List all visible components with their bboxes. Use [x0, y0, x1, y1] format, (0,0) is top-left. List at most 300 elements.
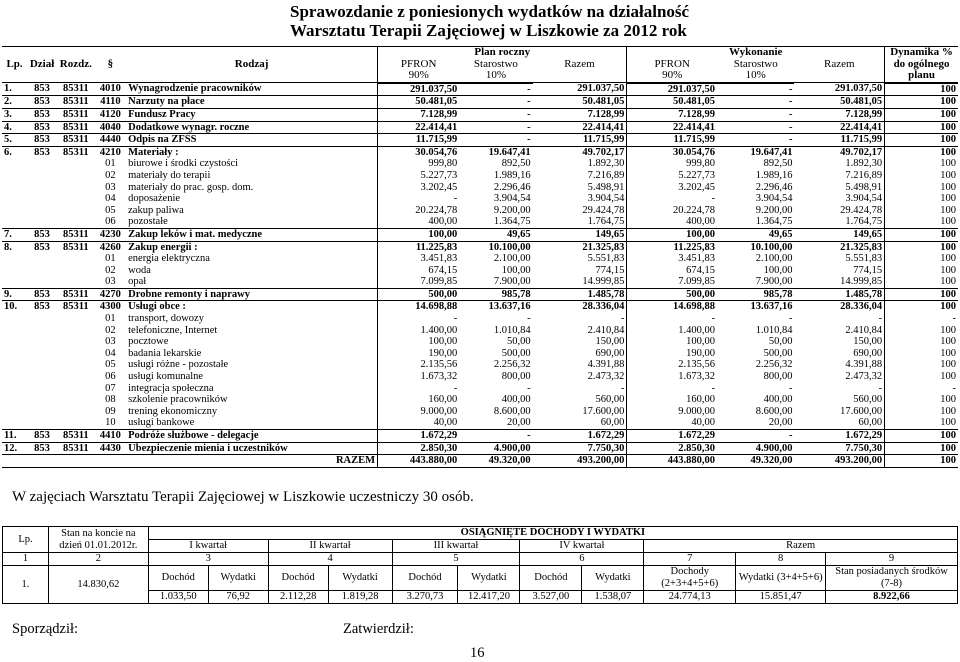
sum-sub-dochod-1: Dochód: [148, 566, 208, 591]
table-subrow: [2, 205, 958, 217]
sum-sub-wydatki-3: Wydatki: [458, 566, 520, 591]
sub-value: 190,00: [627, 348, 717, 360]
sub-value: 690,00: [595, 347, 625, 359]
row-value: 100: [885, 301, 958, 313]
row-name: Odpis na ZFŚS: [126, 134, 377, 147]
sub-value: 4.391,88: [587, 359, 625, 371]
sub-spacer: [2, 325, 95, 337]
sub-number: 09: [105, 405, 116, 417]
sub-name: transport, dowozy: [128, 313, 204, 325]
sub-value: 674,15: [627, 265, 717, 277]
row-value: 19.647,41: [717, 146, 795, 158]
expenses-body: [2, 83, 958, 468]
row-value: 7.128,99: [794, 108, 884, 121]
row-value: 14.698,88: [627, 301, 717, 313]
sum-sub-dochod-2: Dochód: [268, 566, 328, 591]
row-rozdzial: 85311: [57, 301, 95, 313]
sum-sub-dochod-3: Dochód: [392, 566, 458, 591]
sub-spacer: [2, 193, 95, 205]
sum-hdr-q4: IV kwartał: [520, 540, 644, 553]
row-value: 1.672,29: [627, 430, 717, 443]
hdr-plan-pfron-pct: 90%: [378, 70, 460, 83]
sub-value: 60,00: [858, 417, 883, 429]
sum-num-9: 9: [826, 553, 958, 566]
sub-value: 3.451,83: [627, 253, 717, 265]
sub-name: trening ekonomiczny: [128, 405, 218, 417]
sub-value: 14.999,85: [582, 276, 625, 288]
sub-value: 2.296,46: [755, 181, 793, 193]
row-value: 100: [885, 96, 958, 109]
row-value: -: [459, 430, 532, 443]
sum-hdr-lp: Lp.: [3, 527, 49, 553]
row-rozdzial: 85311: [57, 241, 95, 253]
sum-val: 12.417,20: [458, 591, 520, 604]
sum-val: 3.527,00: [520, 591, 582, 604]
row-value: -: [717, 83, 795, 96]
row-lp: 7.: [2, 228, 27, 241]
sub-value: 800,00: [501, 371, 531, 383]
row-value: 7.128,99: [378, 108, 460, 121]
row-name: Zakup leków i mat. medyczne: [126, 228, 377, 241]
sub-value: 4.391,88: [845, 359, 883, 371]
sub-value: 674,15: [378, 265, 460, 277]
row-name: Materiały :: [126, 146, 377, 158]
sub-spacer: [2, 265, 95, 277]
sub-value: 150,00: [595, 336, 625, 348]
sub-value: 1.400,00: [627, 325, 717, 337]
row-value: 28.336,04: [794, 301, 884, 313]
sub-value: 560,00: [595, 394, 625, 406]
sub-number: 05: [105, 204, 116, 216]
sub-value: -: [378, 383, 460, 395]
hdr-lp: Lp.: [2, 47, 27, 83]
sub-number: 04: [105, 347, 116, 359]
sub-name: doposażenie: [128, 193, 181, 205]
sum-val: 15.851,47: [736, 591, 826, 604]
sub-value: 7.900,00: [493, 276, 531, 288]
sub-value: 2.256,32: [755, 359, 793, 371]
row-value: 13.637,16: [459, 301, 532, 313]
sub-value: 1.364,75: [493, 216, 531, 228]
sum-row-lp: 1.: [3, 566, 49, 604]
sub-value: 1.010,84: [755, 324, 793, 336]
sub-spacer: [2, 417, 95, 429]
sum-sub-wydatki-4: Wydatki: [582, 566, 644, 591]
table-row: [2, 241, 958, 253]
row-rozdzial: 85311: [57, 83, 95, 96]
sub-name: szkolenie pracowników: [128, 394, 228, 406]
sum-hdr-razem: Razem: [644, 540, 958, 553]
row-value: 2.850,30: [627, 442, 717, 455]
sub-value: -: [788, 313, 793, 325]
table-subrow: [2, 406, 958, 418]
sum-num-8: 8: [736, 553, 826, 566]
row-value: -: [459, 134, 532, 147]
row-value: -: [459, 108, 532, 121]
row-value: 14.698,88: [378, 301, 460, 313]
sub-value: -: [620, 313, 625, 325]
sub-name: telefoniczne, Internet: [128, 324, 218, 336]
row-paragraph: 4440: [95, 134, 126, 147]
sub-value: 100: [885, 325, 958, 337]
sub-value: 2.100,00: [755, 253, 793, 265]
sub-value: 1.989,16: [493, 169, 531, 181]
sub-value: 774,15: [595, 264, 625, 276]
sum-sub-stan-posiadanych: Stan posiadanych środków (7-8): [826, 566, 958, 591]
table-subrow: [2, 348, 958, 360]
row-paragraph: 4270: [95, 288, 126, 301]
sub-value: -: [627, 383, 717, 395]
row-value: 985,78: [717, 288, 795, 301]
sub-number: 01: [105, 313, 116, 325]
hdr-wyk-pfron-pct: 90%: [627, 70, 717, 83]
table-subrow: [2, 383, 958, 395]
row-value: 100: [885, 228, 958, 241]
sum-sub-dochod-4: Dochód: [520, 566, 582, 591]
hdr-wyk-starostwo: Starostwo: [733, 57, 778, 70]
table-row: [2, 83, 958, 96]
sub-value: 100: [885, 216, 958, 228]
row-value: 49.702,17: [533, 146, 627, 158]
sub-value: 100: [885, 371, 958, 383]
row-value: -: [717, 134, 795, 147]
sub-value: 160,00: [378, 394, 460, 406]
row-value: 1.672,29: [533, 430, 627, 443]
row-value: 291.037,50: [627, 83, 717, 96]
sub-spacer: [2, 253, 95, 265]
sum-sub-wydatki-2: Wydatki: [328, 566, 392, 591]
row-value: 50.481,05: [378, 96, 460, 109]
hdr-wyk-starostwo-pct: 10%: [717, 70, 795, 83]
sum-sub-wydatki-razem: Wydatki (3+4+5+6): [736, 566, 826, 591]
row-value: 49,65: [717, 228, 795, 241]
sub-value: 2.135,56: [378, 359, 460, 371]
row-value: 50.481,05: [794, 96, 884, 109]
table-subrow: [2, 216, 958, 228]
sub-value: 3.904,54: [493, 193, 531, 205]
row-paragraph: 4120: [95, 108, 126, 121]
table-row: [2, 228, 958, 241]
row-paragraph: 4260: [95, 241, 126, 253]
row-value: 11.715,99: [794, 134, 884, 147]
sub-value: 1.673,32: [378, 371, 460, 383]
sub-value: 2.473,32: [587, 371, 625, 383]
sum-hdr-q1: I kwartał: [148, 540, 268, 553]
sub-value: 9.200,00: [493, 204, 531, 216]
table-subrow: [2, 371, 958, 383]
row-value: 149,65: [533, 228, 627, 241]
sub-spacer: [2, 383, 95, 395]
sub-value: 100: [885, 359, 958, 371]
sub-value: 160,00: [627, 394, 717, 406]
sub-value: 100: [885, 193, 958, 205]
row-value: -: [459, 121, 532, 134]
row-name: Fundusz Pracy: [126, 108, 377, 121]
row-paragraph: 4430: [95, 442, 126, 455]
hdr-rozdz: Rozdz.: [57, 47, 95, 83]
expenses-table: [2, 46, 958, 468]
sub-value: 40,00: [627, 417, 717, 429]
sub-value: 3.451,83: [378, 253, 460, 265]
row-value: 11.715,99: [627, 134, 717, 147]
row-lp: 4.: [2, 121, 27, 134]
row-value: 291.037,50: [794, 83, 884, 96]
sub-value: -: [627, 313, 717, 325]
row-value: 1.485,78: [533, 288, 627, 301]
sum-num-6: 6: [520, 553, 644, 566]
sub-value: 190,00: [378, 348, 460, 360]
sub-value: 774,15: [853, 264, 883, 276]
row-value: 49,65: [459, 228, 532, 241]
sum-val: 1.819,28: [328, 591, 392, 604]
sum-val: 1.033,50: [148, 591, 208, 604]
hdr-plan-starostwo: Starostwo: [473, 57, 518, 70]
table-subrow: [2, 325, 958, 337]
row-value: 19.647,41: [459, 146, 532, 158]
sum-val: 1.538,07: [582, 591, 644, 604]
row-paragraph: 4300: [95, 301, 126, 313]
sub-value: 2.135,56: [627, 359, 717, 371]
row-value: -: [717, 108, 795, 121]
sub-name: usługi komunalne: [128, 371, 204, 383]
sub-value: 100: [885, 253, 958, 265]
sub-value: 2.256,32: [493, 359, 531, 371]
row-dzial: 853: [27, 228, 57, 241]
row-paragraph: 4230: [95, 228, 126, 241]
sub-value: 20.224,78: [627, 205, 717, 217]
row-lp: 12.: [2, 442, 27, 455]
sum-hdr-stan: Stan na koncie na dzień 01.01.2012r.: [48, 527, 148, 553]
sub-number: 03: [105, 276, 116, 288]
row-value: 10.100,00: [717, 241, 795, 253]
sub-value: 100: [885, 394, 958, 406]
sub-value: 1.989,16: [755, 169, 793, 181]
sub-value: 800,00: [763, 371, 793, 383]
sub-number: 06: [105, 371, 116, 383]
sub-value: 29.424,78: [840, 204, 883, 216]
row-value: 22.414,41: [794, 121, 884, 134]
row-lp: 8.: [2, 241, 27, 253]
row-name: Narzuty na płace: [126, 96, 377, 109]
table-row: [2, 301, 958, 313]
row-paragraph: 4040: [95, 121, 126, 134]
sub-value: 5.551,83: [845, 253, 883, 265]
sub-value: 5.227,73: [378, 170, 460, 182]
row-lp: 1.: [2, 83, 27, 96]
sub-value: 7.099,85: [627, 276, 717, 288]
sub-number: 02: [105, 169, 116, 181]
sub-value: 50,00: [506, 336, 531, 348]
total-spacer: [2, 455, 126, 468]
sub-value: 100,00: [501, 264, 531, 276]
sub-value: 100: [885, 205, 958, 217]
row-value: 11.225,83: [378, 241, 460, 253]
row-value: 50.481,05: [627, 96, 717, 109]
row-lp: 5.: [2, 134, 27, 147]
row-dzial: 853: [27, 83, 57, 96]
row-value: -: [717, 121, 795, 134]
sub-value: 8.600,00: [493, 405, 531, 417]
sub-value: 100: [885, 406, 958, 418]
row-value: 7.750,30: [794, 442, 884, 455]
sub-value: -: [378, 193, 460, 205]
sub-value: 14.999,85: [840, 276, 883, 288]
sub-number: 04: [105, 193, 116, 205]
row-name: Drobne remonty i naprawy: [126, 288, 377, 301]
row-paragraph: 4010: [95, 83, 126, 96]
row-value: 22.414,41: [627, 121, 717, 134]
sum-num-7: 7: [644, 553, 736, 566]
total-value: 49.320,00: [717, 455, 795, 468]
sub-value: 892,50: [763, 158, 793, 170]
row-value: 11.715,99: [533, 134, 627, 147]
prepared-by-label: Sporządził:: [12, 621, 79, 637]
sum-num-5: 5: [392, 553, 520, 566]
row-value: 28.336,04: [533, 301, 627, 313]
title-line-2: Warsztatu Terapii Zajęciowej w Liszkowie za 2012 rok: [290, 21, 687, 40]
row-value: 49.702,17: [794, 146, 884, 158]
table-subrow: [2, 359, 958, 371]
row-dzial: 853: [27, 134, 57, 147]
sub-value: 9.000,00: [378, 406, 460, 418]
table-subrow: [2, 313, 958, 325]
sub-value: 7.216,89: [587, 169, 625, 181]
row-value: 100: [885, 146, 958, 158]
sub-value: 400,00: [763, 394, 793, 406]
row-value: 100: [885, 442, 958, 455]
sub-value: -: [378, 313, 460, 325]
hdr-dzial: Dział: [27, 47, 57, 83]
sub-name: integracja społeczna: [128, 382, 214, 394]
row-rozdzial: 85311: [57, 430, 95, 443]
sub-value: 50,00: [768, 336, 793, 348]
sum-val: 8.922,66: [826, 591, 958, 604]
hdr-plan: Plan roczny: [378, 47, 627, 59]
sub-name: usługi różne - pozostałe: [128, 359, 229, 371]
sub-spacer: [2, 205, 95, 217]
sum-val: 76,92: [208, 591, 268, 604]
table-subrow: [2, 265, 958, 277]
row-lp: 6.: [2, 146, 27, 158]
row-value: 291.037,50: [533, 83, 627, 96]
sub-value: 999,80: [627, 158, 717, 170]
row-value: 500,00: [378, 288, 460, 301]
sub-name: woda: [128, 264, 151, 276]
sub-value: 1.892,30: [845, 158, 883, 170]
table-subrow: [2, 276, 958, 288]
row-value: 11.225,83: [627, 241, 717, 253]
row-value: 2.850,30: [378, 442, 460, 455]
sum-num-1: 1: [3, 553, 49, 566]
total-value: 493.200,00: [794, 455, 884, 468]
row-rozdzial: 85311: [57, 121, 95, 134]
participants-note: W zajęciach Warsztatu Terapii Zajęciowej w Liszkowie uczestniczy 30 osób.: [12, 489, 474, 505]
row-paragraph: 4210: [95, 146, 126, 158]
sub-value: 5.227,73: [627, 170, 717, 182]
sub-value: 2.410,84: [587, 324, 625, 336]
hdr-do-ogolnego: do ogólnego: [885, 59, 958, 71]
sub-value: 1.673,32: [627, 371, 717, 383]
document-title: [290, 2, 689, 40]
sub-value: -: [878, 382, 883, 394]
sub-spacer: [2, 371, 95, 383]
sub-value: 400,00: [378, 216, 460, 228]
sub-value: 1.010,84: [493, 324, 531, 336]
sub-number: 02: [105, 264, 116, 276]
sub-value: 1.764,75: [587, 216, 625, 228]
row-value: 100: [885, 288, 958, 301]
sub-value: -: [527, 313, 531, 325]
table-subrow: [2, 193, 958, 205]
total-value: 443.880,00: [627, 455, 717, 468]
row-dzial: 853: [27, 442, 57, 455]
row-name: Dodatkowe wynagr. roczne: [126, 121, 377, 134]
table-subrow: [2, 417, 958, 429]
row-value: -: [459, 83, 532, 96]
sub-name: zakup paliwa: [128, 204, 184, 216]
sub-value: 100: [885, 170, 958, 182]
sub-value: 2.473,32: [845, 371, 883, 383]
sub-value: 2.100,00: [493, 253, 531, 265]
sum-sub-dochody-razem: Dochody (2+3+4+5+6): [644, 566, 736, 591]
sub-value: -: [620, 382, 625, 394]
sub-value: 8.600,00: [755, 405, 793, 417]
sub-name: materiały do terapii: [128, 169, 211, 181]
row-name: Zakup energii :: [126, 241, 377, 253]
row-value: 11.715,99: [378, 134, 460, 147]
row-value: 7.750,30: [533, 442, 627, 455]
hdr-wyk-razem: Razem: [824, 57, 855, 70]
sub-number: 03: [105, 336, 116, 348]
row-value: 4.900,00: [717, 442, 795, 455]
hdr-wykonanie: Wykonanie: [627, 47, 885, 59]
sub-value: -: [878, 313, 883, 325]
row-dzial: 853: [27, 430, 57, 443]
table-row: [2, 288, 958, 301]
row-lp: 3.: [2, 108, 27, 121]
sub-value: 1.400,00: [378, 325, 460, 337]
row-paragraph: 4410: [95, 430, 126, 443]
sub-spacer: [2, 394, 95, 406]
sum-hdr-q3: III kwartał: [392, 540, 520, 553]
row-value: 7.128,99: [533, 108, 627, 121]
row-rozdzial: 85311: [57, 442, 95, 455]
row-value: 100: [885, 108, 958, 121]
sub-number: 03: [105, 181, 116, 193]
sub-value: 9.000,00: [627, 406, 717, 418]
table-subrow: [2, 158, 958, 170]
total-value: 493.200,00: [533, 455, 627, 468]
table-row: [2, 134, 958, 147]
sub-value: 400,00: [501, 394, 531, 406]
sub-value: 17.600,00: [840, 405, 883, 417]
total-value: 100: [885, 455, 958, 468]
total-value: 49.320,00: [459, 455, 532, 468]
row-value: 13.637,16: [717, 301, 795, 313]
row-dzial: 853: [27, 108, 57, 121]
sub-value: 100: [885, 265, 958, 277]
sum-val: 2.112,28: [268, 591, 328, 604]
row-dzial: 853: [27, 241, 57, 253]
hdr-wyk-pfron: PFRON: [627, 59, 717, 71]
row-rozdzial: 85311: [57, 96, 95, 109]
row-value: 100,00: [627, 228, 717, 241]
row-value: 1.485,78: [794, 288, 884, 301]
hdr-rodzaj: Rodzaj: [126, 47, 377, 83]
row-dzial: 853: [27, 146, 57, 158]
hdr-dynamika: Dynamika %: [885, 47, 958, 59]
sub-value: 9.200,00: [755, 204, 793, 216]
